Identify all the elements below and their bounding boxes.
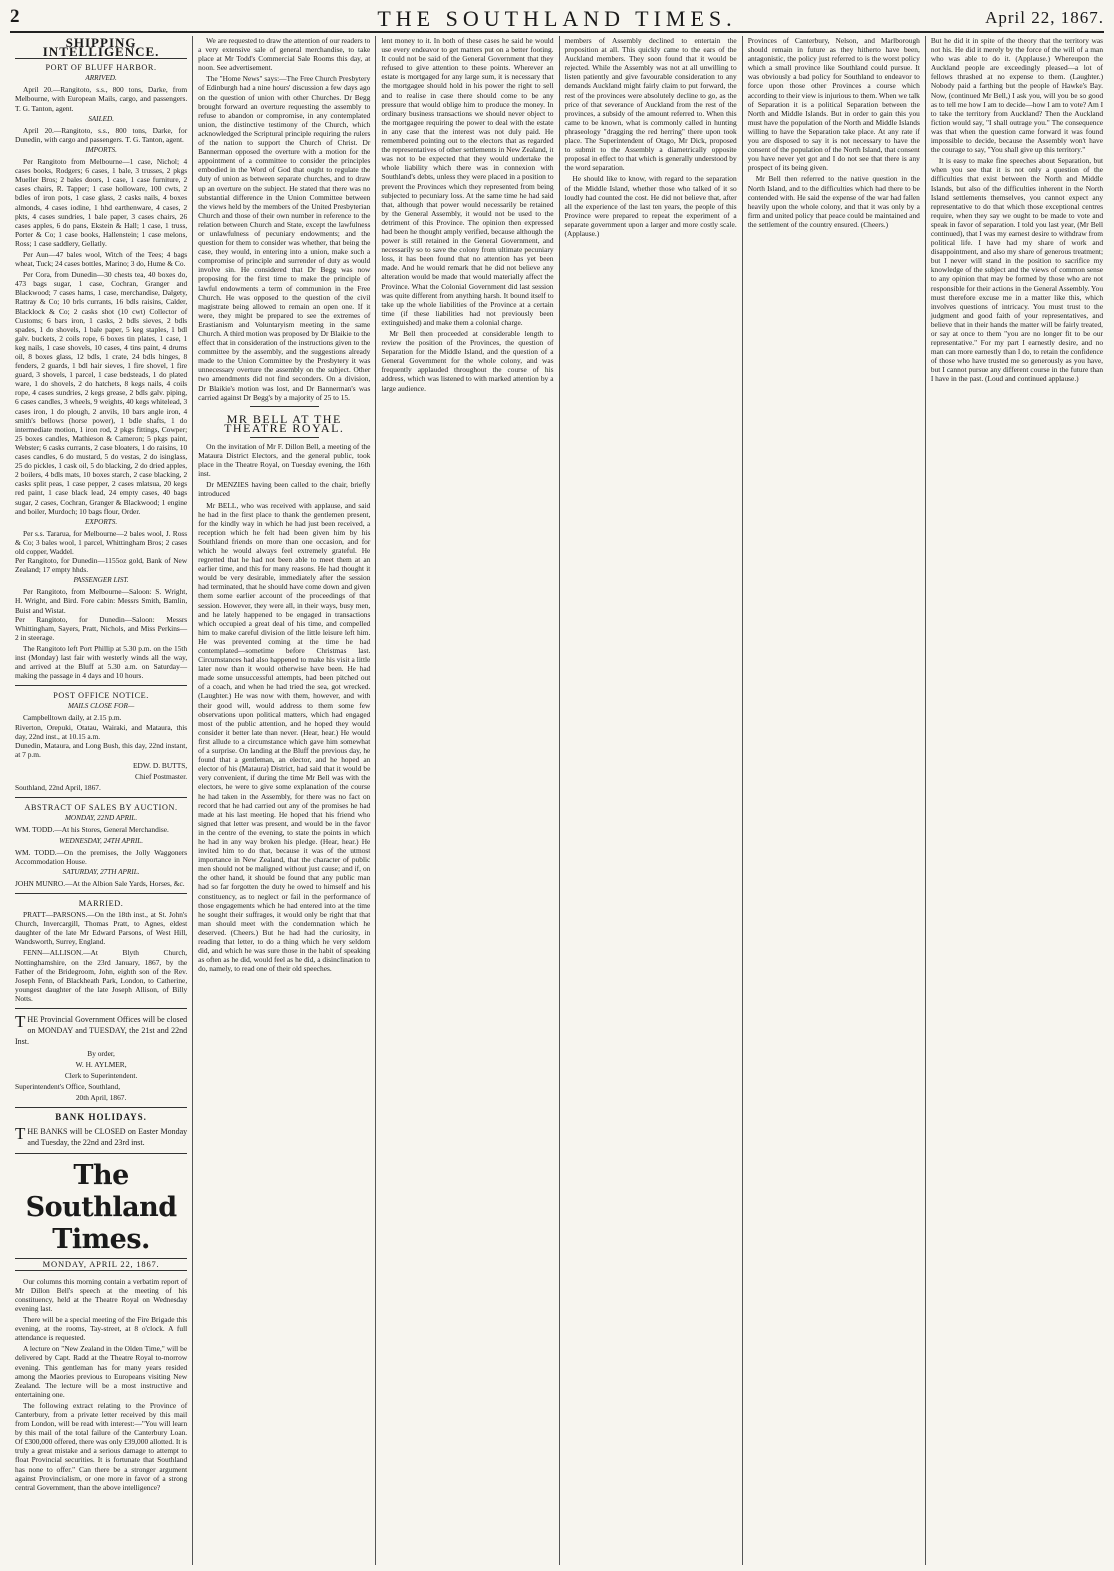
masthead-rule [10, 31, 1104, 33]
divider [15, 1153, 187, 1154]
divider [15, 1107, 187, 1108]
exports-text: Per s.s. Tararua, for Melbourne—2 bales wool, J. Ross & Co; 3 bales wool, 1 parcel, Whittingham Bros; 2 cases old copper, Waddel. Per Rangitoto, for Dunedin—1155oz gold, Bank of New Zealand; 17 empty hhds. [15, 528, 188, 575]
home-news-paragraph: The "Home News" says:—The Free Church Presbytery of Edinburgh had a nine hours' discussion a few days ago on the question of union with other Churches. Dr Begg brought forward an overture requesting the assembly to refuse to abandon or compromise, in any contemplated union, the distinctive testimony of the Church, which acknowledged the Scriptural principle requiring the rulers of the nation to support the Church of Christ. Dr Bannerman opposed the overture with a motion for the appointment of a committee to consider the principles embodied in the Word of God that ought to regulate the duty of union as between separate churches, and to draw up an overture on the subject. He stated that there was no substantial difference in the Union Committee between the views held by the members of the United Presbyterian Church and those of their own number in reference to the relation between Church and State, except the lawfulness or unlawfulness of pecuniary endowments; and the question for them to consider was whether, that being the case, they would, in entering into a union, make such a compromise of principle and surrender of duty as would involve sin. He considered that Dr Begg was now proposing for the first time to make the principle of lawful endowments a term of communion in the Free Church. He was opposed to the question of the civil magistrate being allowed to remain an open one. If it were, they might be prepared to see the extremes of Erastianism and Voluntaryism meeting in the same Church. A third motion was proposed by Dr Blaikie to the effect that in consideration of the instructions given to the committee by the assembly, and the suggestions already made to the Union Committee by the Presbytery it was unnecessary overture the assembly on the subject. Other two amendments did not find seconders. On a division, Dr Blaikie's motion was lost, and Dr Bannerman's was carried against Dr Begg's by a majority of 25 to 15. [198, 74, 371, 402]
govt-notice-body: THE Provincial Government Offices will be closed on MONDAY and TUESDAY, the 21st and 22nd Inst. [15, 1012, 188, 1046]
married-entry-2: FENN—ALLISON.—At Blyth Church, Nottinghamshire, on the 23rd January, 1867, by the Father of the Bridegroom, John, eighth son of the Rev. Joseph Fenn, of Blackheath Park, London, to Catherine, youngest daughter of the late Joseph Allison, of Billy Notts. [15, 948, 188, 1003]
mr-bell-heading: MR BELL AT THE THEATRE ROYAL. [224, 411, 345, 435]
post-office-signatory: EDW. D. BUTTS, [133, 760, 188, 770]
post-office-title: Chief Postmaster. [135, 772, 188, 782]
editorial-paragraph-1: Our columns this morning contain a verbatim report of Mr Dillon Bell's speech at the meeting of his constituency, held at the Theatre Royal on Wednesday evening last. [15, 1276, 188, 1313]
imports-text-2: Per Aun—47 bales wool, Witch of the Tees; 4 bags wheat, Tuck; 24 cases bottles, Marino; 3 do, Hume & Co. [15, 249, 188, 269]
column-4-paragraph-2: He should like to know, with regard to the separation of the Middle Island, whether those who talked of it so loudly had counted the cost. He did not believe that, after all the experience of the last ten years, the people of this Province were prepared to repeat the experiment of a separate government upon a larger and more costly scale. (Applause.) [564, 174, 737, 238]
column-6-paragraph-2: It is easy to make fine speeches about Separation, but when you see that it is not only a question of the difficulties that exist between the North and Middle Islands, but also of the difficulties inherent in the North Island settlements themselves, you cannot expect any representative to do that which those exceptional centres require, when they say we ought to be made to vote and speak in favor of separation. I told you last year, (Mr Bell continued), that I was my earnest desire to withdraw from political life. I have had my share of work and disappointment, and also my share of generous treatment; but I never will stand in the position to sacrifice my knowledge of the subject and the views of common sense to any opinion that may be formed by those who are not responsible for their actions in the General Assembly. You must therefore excuse me in a matter like this, which involves questions of intricacy. You must trust to the judgment and good faith of your representatives, and believe that in their hands the matter will be fairly treated, or say at once to them "you are no longer fit to be our representative." For my part I earnestly desire, and no man can more earnestly than I do, to retain the confidence of those who have trusted me so generously as you have, but I cannot pursue any different course in the future than I have in the past. (Loud and continued applause.) [930, 156, 1104, 384]
column-5 [743, 36, 926, 1565]
divider [15, 893, 187, 894]
column-4 [560, 36, 743, 1565]
govt-notice-office: Superintendent's Office, Southland, [15, 1082, 121, 1092]
govt-notice-signatory: W. H. AYLMER, [75, 1060, 127, 1070]
divider [15, 685, 187, 686]
abstract-heading: ABSTRACT OF SALES BY AUCTION. [24, 803, 178, 813]
editorial-paragraph-3: A lecture on "New Zealand in the Olden Time," will be delivered by Capt. Radd at the Theatre Royal to-morrow evening. This gentleman has for many years resided among the Maories previous to Europeans visiting New Zealand. The lecture will be a most instructive and entertaining one. [15, 1344, 188, 1399]
mr-bell-paragraph-1: On the invitation of Mr F. Dillon Bell, a meeting of the Mataura District Electors, and the general public, took place in the Theatre Royal, on Tuesday evening, the 16th inst. [198, 441, 371, 479]
column-3-paragraph-2: Mr Bell then proceeded at considerable length to review the position of the Provinces, the question of Separation for the Middle Island, and the question of a General Government for the whole colony, and was frequently applauded throughout the course of his address, which was listened to with marked attention by a large audience. [381, 329, 554, 393]
post-office-heading: POST OFFICE NOTICE. [53, 691, 149, 701]
divider [250, 406, 319, 407]
imports-text-3: Per Cora, from Dunedin—30 chests tea, 40 boxes do, 473 bags sugar, 1 case, Cochran, Granger and Blackwood; 7 cases hams, 1 case, merchandise, Dalgety, Rattray & Co; 10 brls currants, 16 bdls raisins, Calder, Blacklock & Co; 2 casks shot (10 cwt) Collector of Customs; 6 bars iron, 1 casks, 2 bdls sieves, 2 bdls spades, 1 do shovels, 1 bale paper, 5 keg staples, 1 bdl galv. buckets, 2 coils rope, 6 boxes tin plates, 1 case, 1 keg nails, 1 case shovels, 10 cases, 4 tins paint, 4 drums oil, 8 boxes glass, 12 bdls, 1 crate, 24 bdls hinges, 8 fenders, 2 guards, 1 bdl hair sieves, 1 fire shovel, 1 fire guard, 3 shovels, 1 parcel, 1 case bedsteads, 1 do plated ware, 1 do shovels, 2 do hatchets, 8 kegs nails, 4 coils rope, 4 cases sundries, 2 kegs grease, 2 bdls galv. piping, 6 cases candles, 3 wheels, 9 weights, 40 kegs whitelead, 3 cases iron, 1 do plough, 2 anvils, 10 bars angle iron, 4 smith's bellows (horse power), 1 bdle shafts, 1 do intermediate motion, 1 iron rod, 2 pkgs fittings, Cowper; 25 boxes candles, Mathieson & Cameron; 5 pkgs paint, Webster; 6 casks currants, 2 case bloaters, 1 do raisins, 10 cases candles, 6 do mustard, 5 do vestas, 2 do isinglass, 25 do pickles, 1 cask oil, 5 do blacking, 2 do dried apples, 2 boilers, 4 bdls mats, 10 boxes starch, 2 case blacking, 2 casks split peas, 1 case pepper, 2 cases mlatsua, 20 kegs red paint, 1 case black lead, 24 empty cases, 40 bags sugar, 2 cases, Cochran, Granger & Blackwood; 1 engine and boiler, Murdoch; 10 bags flour, Order. [15, 270, 188, 516]
column-5-paragraph-1: Provinces of Canterbury, Nelson, and Marlborough should remain in future as they hitherto have been, antagonistic, the policy just referred to is the worst policy which a small province like Southland could pursue. It was obviously a bad policy for Southland to endeavor to force upon those other Provinces a course which according to their view is injurious to them. When we talk of Separation it is a political Separation between the North and Middle Islands. But in order to gain this you must have the population of the North and Middle Islands willing to have the Separation take place. At any rate if you are disposed to say it is not necessary to have the consent of the population of the North Island, that consent you have never yet got and I do not see that there is any prospect of its being given. [747, 36, 920, 173]
column-4-paragraph-1: members of Assembly declined to entertain the proposition at all. This quickly came to the ears of the Auckland members. They soon found that it would be rejected. While the Assembly was not at all unwilling to listen patiently and give favourable consideration to any demands Auckland might fairly claim to put forward, the rest of the provinces were absolutely decline to go, as the price of that severance of Auckland from the rest of the provinces, a subsidy of the amount referred to. When this came to be known, what is commonly called in hunting phraseology "dragging the red herring" there upon took place. The Superintendent of Otago, Mr Dick, proposed to submit to the Assembly a diametrically opposite proposal in effect to that which is generally understood by the word separation. [564, 36, 737, 173]
column-3-paragraph-1: lent money to it. In both of these cases he said he would use every endeavor to get matters put on a better footing. It could not be said of the General Government that they refused to give attention to these points. Wherever an estate is mortgaged for any large sum, it is necessary that the mortgagee should hold in his power the right to sell and to realise in case there should come to be any pressure that would oblige him to produce the money. In ordinary business transactions we should never object to the mortgagee requiring the power to deal with the estate in any case that the interest was not duly paid. He remembered pointing out to the electors that as regarded the representatives of other settlements in New Zealand, it was not to be expected that they would undertake the whole liability which there was in connexion with Southland's debts, unless they were placed in a position to prevent the Provinces which they represented from being subjected to pecuniary loss. At the same time he had said that, although that power would necessarily be retained by the General Assembly, it would not be used to the detriment of this Province. The opinion then expressed had been he thought amply verified, because although the power is still retained in the General Government, and necessarily so to save the colony from ultimate pecuniary loss, it has been found that no attention has yet been made. And he would remark that he did not believe any alteration would be made that would materially affect the Province. What the Colonial Government did last session was quite different from anything harsh. It bound itself to take up the whole liabilities of the Province at a certain time (if these liabilities had not previously been extinguished) and make them a colonial charge. [381, 36, 554, 327]
abstract-day-1: MONDAY, 22ND APRIL. [64, 814, 138, 823]
arrived-label: ARRIVED. [85, 74, 117, 83]
column-3 [376, 36, 559, 1565]
imports-text-1: Per Rangitoto from Melbourne—1 case, Nichol; 4 cases books, Rodgers; 6 cases, 1 bale, 3 trusses, 2 pkgs Mueller Bros; 2 bales doors, 1 case, 1 case furniture, 2 cases chairs, R. Tapper; 1 case holloware, 100 cwts, 2 bdles of iron pots, 1 case glass, 2 casks nails, 4 boxes almonds, 4 cases iodine, 1 hhd earthenware, 4 cases, 2 pkts, 4 cases sundries, 1 bale paper, 3 cases chairs, 26 cases apples, 6 do pans, Ekstein & Hall; 1 case, 1 truss, Porter & Co; 1 case books, Hallenstein; 1 case melons, Ross; 1 case saddlery, Gellatly. [15, 157, 188, 248]
abstract-day-3: SATURDAY, 27TH APRIL. [62, 867, 140, 876]
column-1 [10, 36, 193, 1565]
columns [10, 36, 1108, 1565]
column-6-paragraph-1: But he did it in spite of the theory that the territory was not his. He did it merely by the force of the will of a man who was able to do it. (Applause.) Whereupon the Auckland people are exceedingly pleased—a lot of fellows thrashed at no expense to them. (Laughter.) Nobody paid a farthing but the people of Hawke's Bay. Now, (continued Mr Bell,) I ask you, will you be so good as to tell me how I am to decide—how I am to vote? Am I to take the territory from Auckland? Then the Auckland fiction would say, "I shall outrage you." The consequence was that when the question came forward it was found impossible to decide, because the Assembly won't have the courage to say, "You shall give up this territory." [930, 36, 1104, 155]
govt-notice-by-order: By order, [87, 1049, 115, 1058]
shipping-note: The Rangitoto left Port Phillip at 5.30 p.m. on the 15th inst (Monday) last fair with westerly winds all the way, and arrived at the Bluff at 5.30 a.m. on Saturday—making the passage in 4 days and 10 hours. [15, 643, 188, 681]
editorial-paragraph-2: There will be a special meeting of the Fire Brigade this evening, at the rooms, Tay-street, at 8 o'clock. A full attendance is requested. [15, 1315, 188, 1343]
married-entry-1: PRATT—PARSONS.—On the 18th inst., at St. John's Church, Invercargill, Thomas Pratt, to Agnes, eldest daughter of the late Mr Edward Parsons, of West Hill, Wandsworth, Surrey, England. [15, 910, 188, 947]
masthead-date: April 22, 1867. [985, 8, 1104, 27]
exports-label: EXPORTS. [85, 517, 118, 526]
mr-bell-paragraph-3: Mr BELL, who was received with applause, and said he had in the first place to thank the gentlemen present, for the kindly way in which he had just been received, a reception which he felt had been given him by his Southland friends on more than one occasion, and for which he would always feel extremely grateful. He regretted that he had not been able to meet them at an earlier time, and this for many reasons. He had thought it would be very desirable, immediately after the session had terminated, that he should have come down and given them some earlier account of the proceedings of that session. However, they were all, in their ways, busy men, and he lately happened to be engaged in transactions which occupied a great deal of his time, and compelled him to make careful division of the little leisure left him. He was prevented coming at the time he had contemplated—sometime before Christmas last. Circumstances had also happened to make his visit a little later now than it would otherwise have been. He had made some unsuccessful attempts, had been pitched out of a coach, and when he had tried the sea, got wrecked. (Laughter.) He was now with them, however, and with their good will, would address to them some few observations upon political matters, which had engaged most of the public attention, and he hoped they would consider it better late than never. (Hear, hear.) He would first allude to a circumstance which gave him somewhat of a surprise. On landing at the Bluff the previous day, he found that a gentleman, an elector, and he hoped an elector of his (Mataura) District, had said that it would be very convenient, if during the time Mr Bell was with the electors, he were to give some explanation of the course he had taken in the Assembly, for there was no fact on record that he had carried out any of the promises he had made at his last meeting. He hoped that his friend who signed that letter was present, and would be in the favor in the centre of the evening, to state the points in which he had in any way broken his pledge. (Hear, hear.) He invited him to do that, because it was of the utmost importance in New Zealand, that the character of public men should not be maligned without just cause; and if, on the other hand, it should be found that any public man had so far forgotten the duty he owed to himself and his constituency, as to neglect or fail in the performance of those engagements which he had entered into at the time he sought their suffrages, it would only be right that that man should meet with the condemnation which he deserved. (Cheers.) But he had had the curiosity, in reading that letter, to do a thing which he very seldom did, and which he was sure those in the habit of speaking as often as he did, would feel as he did, a disinclination to do, namely, to read one of their old speeches. [198, 500, 371, 974]
abstract-sale-1: WM. TODD.—At his Stores, General Merchandise. [15, 825, 169, 835]
sailed-text: April 20.—Rangitoto, s.s., 800 tons, Darke, for Dunedin, with cargo and passengers. T. G. Tanton, agent. [15, 125, 188, 144]
abstract-sale-2: WM. TODD.—On the premises, the Jolly Waggoners Accommodation House. [15, 847, 188, 866]
imports-label: IMPORTS. [85, 145, 117, 154]
post-office-body: Campbelltown daily, at 2.15 p.m. Riverton, Orepuki, Otatau, Wairaki, and Mataura, this day, 22nd inst., at 10.15 a.m. Dunedin, Mataura, and Long Bush, this day, 22nd instant, at 7 p.m. [15, 713, 188, 759]
newspaper-nameplate: The Southland Times. [25, 1159, 177, 1255]
divider [15, 1008, 187, 1009]
column-5-paragraph-2: Mr Bell then referred to the native question in the North Island, and to the difficulties which had there to be contended with. He said the expense of the war had fallen heavily upon the whole colony, and that it was only by a firm and united policy that peace could be maintained and the settlement of the country ensured. (Cheers.) [747, 174, 920, 229]
editorial-paragraph-4: The following extract relating to the Province of Canterbury, from a private letter received by this mail from London, will be read with interest:—"You will learn by this mail of the total failure of the Canterbury Loan. Of £300,000 offered, there was only £39,000 allotted. It is truly a great mistake and a serious damage to attempt to float Provincial securities. It is fortunate that Southland has none to offer." Can there be a stronger argument against Provincialism, or one more in favor of a strong central Government, than the above intelligence? [15, 1400, 188, 1492]
post-office-date: Southland, 22nd April, 1867. [15, 783, 101, 793]
mr-bell-paragraph-2: Dr MENZIES having been called to the chair, briefly introduced [198, 480, 371, 499]
bank-holidays-heading: BANK HOLIDAYS. [55, 1112, 147, 1123]
page-number: 2 [10, 6, 20, 27]
govt-notice-title: Clerk to Superintendent. [64, 1071, 138, 1081]
post-office-subheading: MAILS CLOSE FOR— [67, 702, 135, 711]
divider [15, 797, 187, 798]
sailed-label: SAILED. [88, 114, 114, 123]
passengers-label: PASSENGER LIST. [73, 576, 129, 585]
editorial-dateline: MONDAY, APRIL 22, 1867. [15, 1258, 187, 1271]
column-2 [193, 36, 376, 1565]
passengers-text: Per Rangitoto, from Melbourne—Saloon: S. Wright, H. Wright, and Bird. Fore cabin: Messrs Smith, Bamlin, Buist and Wistat. Per Rangitoto, for Dunedin—Saloon: Messrs Whittingham, Sayers, Pratt, Nichols, and Miss Perkins—2 in steerage. [15, 587, 188, 642]
shipping-heading: SHIPPING INTELLIGENCE. [15, 38, 187, 59]
arrived-text: April 20.—Rangitoto, s.s., 800 tons, Darke, from Melbourne, with European Mails, cargo, and passengers. T. G. Tanton, agent. [15, 85, 188, 113]
column-6 [926, 36, 1108, 1565]
divider [250, 437, 319, 438]
abstract-sale-3: JOHN MUNRO.—At the Albion Sale Yards, Horses, &c. [15, 878, 185, 888]
bank-holidays-body: THE BANKS will be CLOSED on Easter Monday and Tuesday, the 22nd and 23rd inst. [15, 1123, 188, 1147]
masthead [10, 6, 1104, 30]
todd-sale-paragraph: We are requested to draw the attention of our readers to a very extensive sale of general merchandise, to take place at Mr Todd's Commercial Sale Rooms this day, at noon. See advertisement. [198, 36, 371, 73]
abstract-day-2: WEDNESDAY, 24TH APRIL. [59, 836, 144, 845]
govt-notice-date: 20th April, 1867. [75, 1093, 127, 1103]
port-heading: PORT OF BLUFF HARBOR. [45, 63, 157, 73]
married-heading: MARRIED. [78, 898, 124, 908]
masthead-title: THE SOUTHLAND TIMES. [377, 6, 737, 31]
